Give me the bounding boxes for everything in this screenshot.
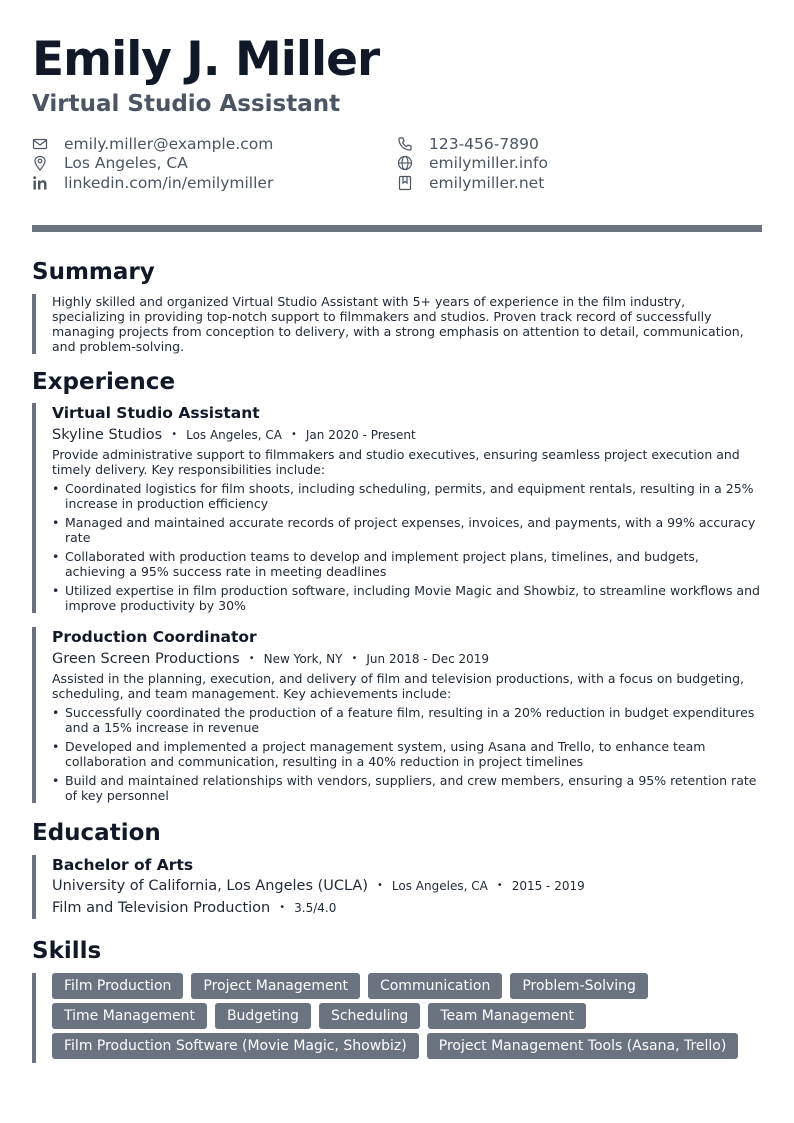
mail-icon — [32, 136, 48, 152]
experience-entry — [32, 403, 762, 613]
contact-phone-text: 123-456-7890 — [429, 134, 539, 153]
education-field-line — [52, 897, 762, 919]
job-company: Green Screen Productions — [52, 650, 240, 667]
job-description: Provide administrative support to filmmakers and studio executives, ensuring seamless project execution and timely delivery. Key responsibilities include: — [52, 446, 740, 477]
contact-location-text: Los Angeles, CA — [64, 154, 188, 173]
location-icon — [32, 155, 48, 171]
list-item: • Successfully coordinated the production of a feature film, resulting in a 20% reduction in budget expenditures and a 15% increase in revenue — [52, 705, 762, 735]
job-achievements — [52, 481, 762, 613]
skill-chip: Film Production Software (Movie Magic, Showbiz) — [52, 1033, 419, 1059]
job-meta — [52, 427, 762, 443]
school-name: University of California, Los Angeles (UCLA) — [52, 877, 368, 894]
education-heading: Education — [32, 819, 161, 846]
candidate-name: Emily J. Miller — [32, 32, 380, 87]
separator-dot: • — [377, 879, 383, 891]
bookmark-icon — [397, 175, 413, 191]
contact-location — [32, 154, 397, 174]
separator-dot: • — [171, 428, 178, 440]
skills-list — [52, 973, 764, 1063]
summary-heading: Summary — [32, 258, 155, 285]
job-achievements — [52, 705, 762, 803]
skill-chip: Communication — [368, 973, 502, 999]
gpa: 3.5/4.0 — [294, 900, 337, 915]
separator-dot: • — [496, 879, 503, 891]
linkedin-icon — [32, 175, 48, 191]
education-school-line — [52, 875, 762, 897]
skill-chip: Budgeting — [215, 1003, 311, 1029]
job-dates: Jun 2018 - Dec 2019 — [366, 651, 490, 666]
separator-dot: • — [279, 901, 286, 913]
list-item: • Developed and implemented a project management system, using Asana and Trello, to enhance team collaboration and communication, resulting in a 40% reduction in project timelines — [52, 739, 762, 769]
degree-title: Bachelor of Arts — [52, 855, 194, 874]
experience-entry — [32, 627, 762, 803]
experience-heading: Experience — [32, 368, 176, 395]
job-location: Los Angeles, CA — [186, 427, 282, 442]
education-entry — [32, 855, 762, 919]
contact-email-text: emily.miller@example.com — [64, 134, 274, 153]
skill-chip: Scheduling — [319, 1003, 420, 1029]
contact-list — [32, 134, 762, 193]
skill-chip: Time Management — [52, 1003, 207, 1029]
job-location: New York, NY — [263, 651, 343, 666]
job-title: Production Coordinator — [52, 627, 257, 646]
skill-chip: Team Management — [428, 1003, 586, 1029]
globe-icon — [397, 155, 413, 171]
list-item: • Build and maintained relationships with vendors, suppliers, and crew members, ensuring a 95% retention rate of key personnel — [52, 773, 762, 803]
skill-chip: Film Production — [52, 973, 183, 999]
job-meta — [52, 651, 762, 667]
separator-dot: • — [248, 652, 255, 664]
school-location: Los Angeles, CA — [391, 878, 488, 893]
contact-linkedin-text: linkedin.com/in/emilymiller — [64, 173, 274, 192]
contact-portfolio[interactable] — [397, 173, 762, 193]
contact-website-text: emilymiller.info — [429, 154, 548, 173]
contact-linkedin[interactable] — [32, 173, 397, 193]
job-company: Skyline Studios — [52, 426, 163, 443]
list-item: • Managed and maintained accurate records of project expenses, invoices, and payments, with a 99% accuracy rate — [52, 515, 762, 545]
skill-chip: Project Management Tools (Asana, Trello) — [427, 1033, 739, 1059]
contact-website[interactable] — [397, 154, 762, 174]
field-of-study: Film and Television Production — [52, 899, 271, 916]
school-dates: 2015 - 2019 — [511, 878, 585, 893]
list-item: • Utilized expertise in film production software, including Movie Magic and Showbiz, to streamline workflows and improve productivity by 30% — [52, 583, 762, 613]
list-item: • Collaborated with production teams to develop and implement project plans, timelines, and budgets, achieving a 95% success rate in meeting deadlines — [52, 549, 762, 579]
skills-heading: Skills — [32, 937, 102, 964]
phone-icon — [397, 136, 413, 152]
header-divider — [32, 225, 762, 232]
contact-phone[interactable] — [397, 134, 762, 154]
job-description: Assisted in the planning, execution, and delivery of film and television productions, with a focus on budgeting, scheduling, and team management. Key achievements include: — [52, 670, 744, 701]
separator-dot: • — [351, 652, 358, 664]
skills-block — [32, 973, 762, 1063]
job-title: Virtual Studio Assistant — [52, 403, 260, 422]
contact-portfolio-text: emilymiller.net — [429, 173, 545, 192]
list-item: • Coordinated logistics for film shoots, including scheduling, permits, and equipment rentals, resulting in a 25% increase in production efficiency — [52, 481, 762, 511]
job-dates: Jan 2020 - Present — [305, 427, 416, 442]
summary-text: Highly skilled and organized Virtual Studio Assistant with 5+ years of experience in the film industry, specializing in providing top-notch support to filmmakers and studios. Proven track record of successfully managing projects from conception to delivery, with a strong emphasis on attention to detail, communication, and problem-solving. — [32, 294, 762, 354]
candidate-role: Virtual Studio Assistant — [32, 91, 341, 117]
separator-dot: • — [290, 428, 297, 440]
contact-email[interactable] — [32, 134, 397, 154]
skill-chip: Project Management — [191, 973, 360, 999]
skill-chip: Problem-Solving — [510, 973, 648, 999]
